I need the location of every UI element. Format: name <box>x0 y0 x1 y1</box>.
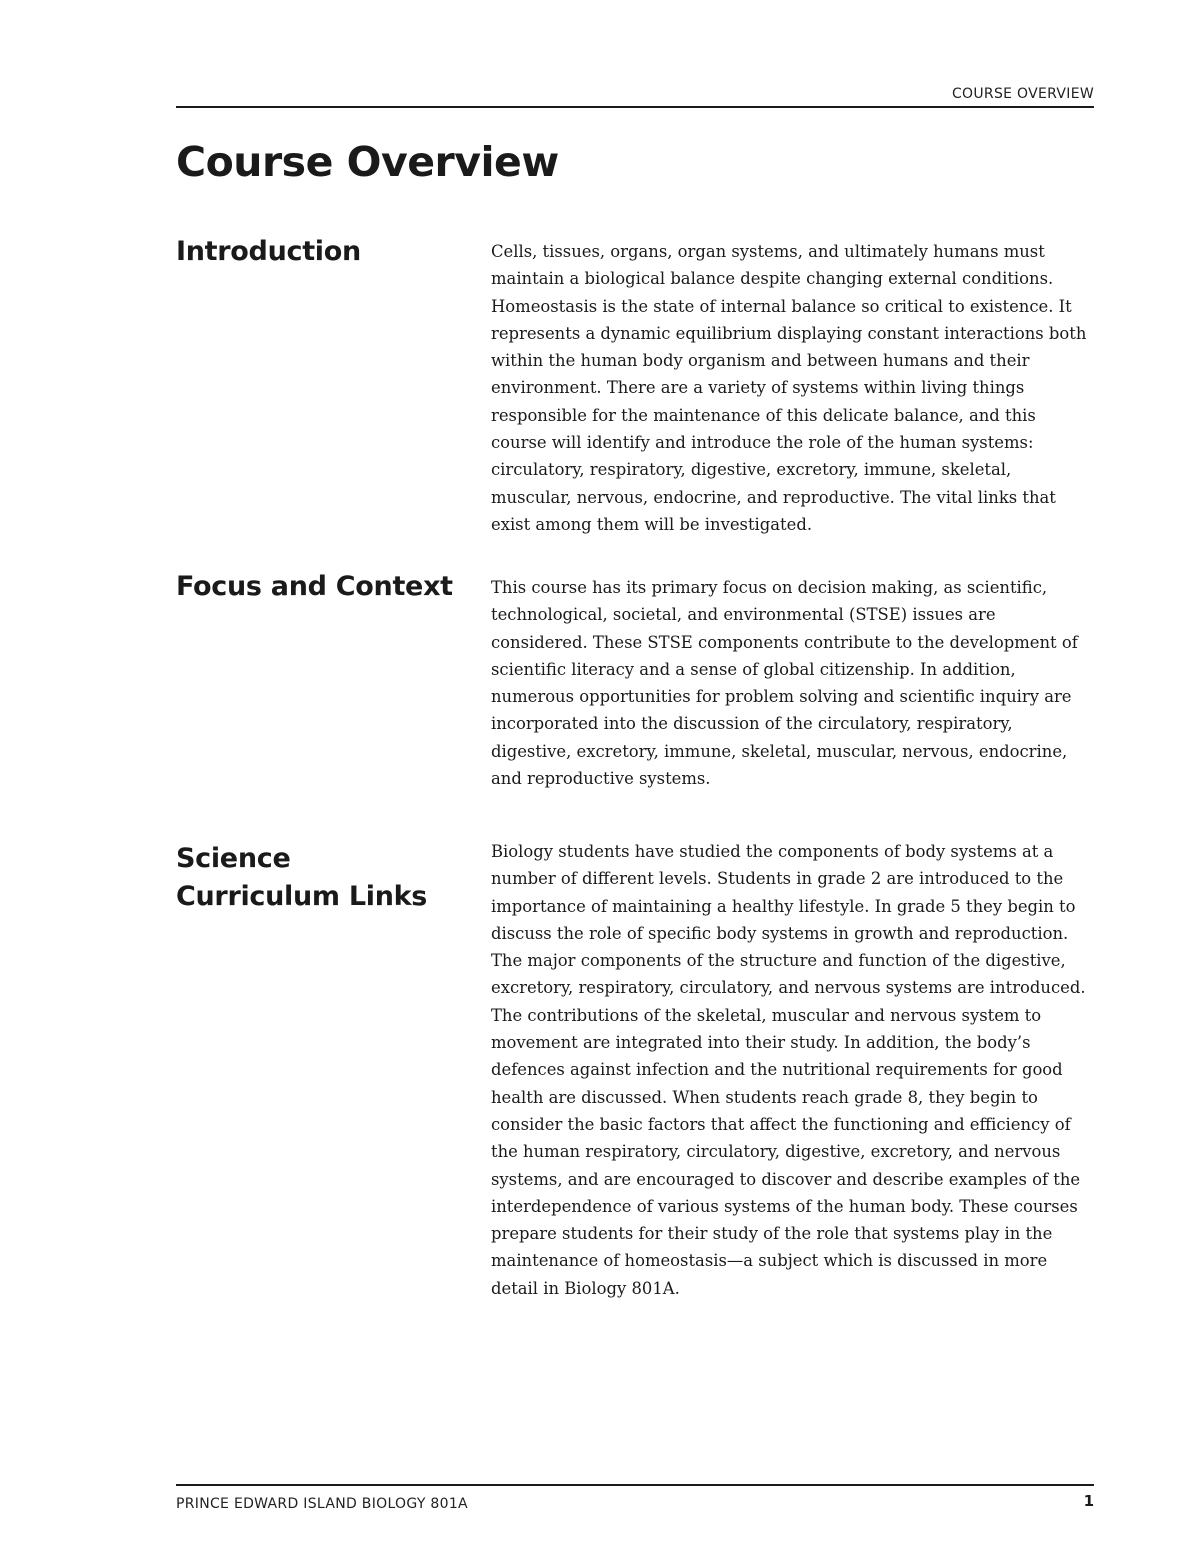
page-number: 1 <box>1083 1492 1094 1510</box>
running-header: COURSE OVERVIEW <box>951 86 1094 102</box>
section-body-focus-and-context: This course has its primary focus on decision making, as scientific, technological, societal, and environmental (STSE) issues are considered. These STSE components contribute to the development of scientific literacy and a sense of global citizenship. In addition, numerous opportunities for problem solving and scientific inquiry are incorporated into the discussion of the circulatory, respiratory, digestive, excretory, immune, skeletal, muscular, nervous, endocrine, and reproductive systems. <box>491 578 1078 789</box>
section-heading-introduction: Introduction <box>176 236 361 267</box>
bottom-rule <box>176 1484 1094 1486</box>
page-title: Course Overview <box>176 138 559 186</box>
top-rule <box>176 106 1094 108</box>
section-body-introduction: Cells, tissues, organs, organ systems, and ultimately humans must maintain a biological balance despite changing external conditions. Homeostasis is the state of internal balance so critical to existence. It represents a dynamic equilibrium displaying constant interactions both within the human body organism and between humans and their environment. There are a variety of systems within living things responsible for the maintenance of this delicate balance, and this course will identify and introduce the role of the human systems: circulatory, respiratory, digestive, excretory, immune, skeletal, muscular, nervous, endocrine, and reproductive. The vital links that exist among them will be investigated. <box>491 242 1087 534</box>
section-heading-focus-and-context: Focus and Context <box>176 571 453 602</box>
section-heading-science-curriculum-links <box>176 840 476 916</box>
section-heading-line-1: Science <box>176 843 291 874</box>
section-body-science-curriculum-links: Biology students have studied the components of body systems at a number of different levels. Students in grade 2 are introduced to the importance of maintaining a healthy lifestyle. In grade 5 they begin to discuss the role of specific body systems in growth and reproduction. The major components of the structure and function of the digestive, excretory, respiratory, circulatory, and nervous systems are introduced. The contributions of the skeletal, muscular and nervous system to movement are integrated into their study. In addition, the body’s defences against infection and the nutritional requirements for good health are discussed. When students reach grade 8, they begin to consider the basic factors that affect the functioning and efficiency of the human respiratory, circulatory, digestive, excretory, and nervous systems, and are encouraged to discover and describe examples of the interdependence of various systems of the human body. These courses prepare students for their study of the role that systems play in the maintenance of homeostasis—a subject which is discussed in more detail in Biology 801A. <box>491 842 1086 1298</box>
footer-publication: PRINCE EDWARD ISLAND BIOLOGY 801A <box>176 1496 468 1512</box>
section-heading-line-2: Curriculum Links <box>176 881 428 912</box>
